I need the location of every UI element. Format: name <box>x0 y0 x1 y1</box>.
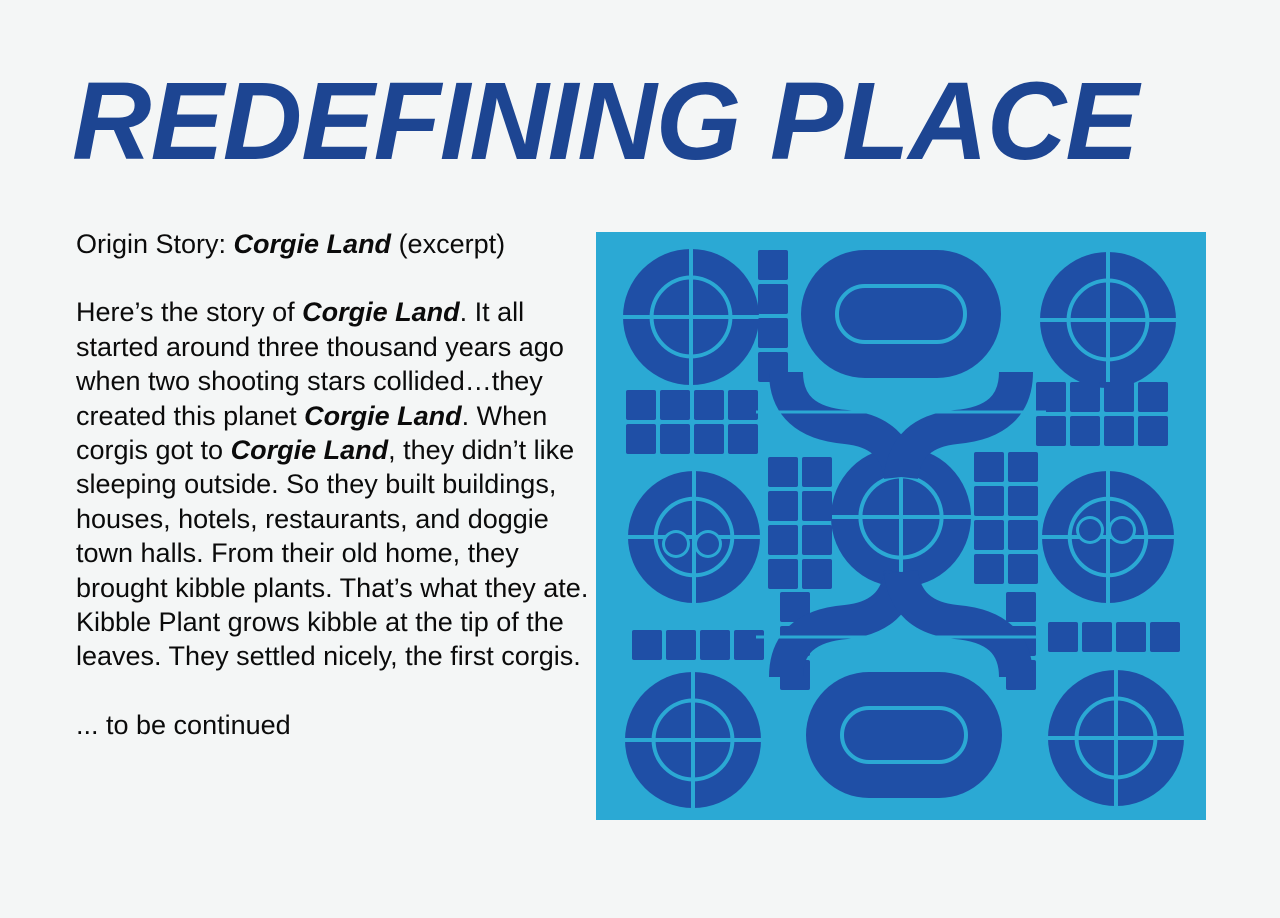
block-print-pattern-image <box>596 232 1206 820</box>
artwork-print <box>596 232 1206 820</box>
subtitle-prefix: Origin Story: <box>76 229 234 259</box>
to-be-continued: ... to be continued <box>76 709 291 740</box>
story-segment: . It all started around three thousand years ago when two shooting stars collided…they created this planet <box>76 297 564 431</box>
text-column <box>76 227 591 742</box>
story-segment-emphasis: Corgie Land <box>230 435 389 466</box>
subtitle-work-title: Corgie Land <box>233 229 392 259</box>
subtitle <box>76 227 591 261</box>
story-segment: . When corgis got to <box>76 400 548 466</box>
story-paragraph <box>76 295 591 673</box>
story-segment: Here’s the story of <box>76 297 303 328</box>
story-segment: , they didn’t like sleeping outside. So they built buildings, houses, hotels, restaurants, and doggie town halls. From their old home, they brought kibble plants. That’s what they ate. Kibble Plant grows kibble at the tip of the leaves. They settled nicely, the first corgis. <box>76 435 589 672</box>
story-segment-emphasis: Corgie Land <box>304 400 462 431</box>
page-title: REDEFINING PLACE <box>72 60 1138 183</box>
subtitle-suffix: (excerpt) <box>391 229 506 259</box>
story-segment-emphasis: Corgie Land <box>302 297 460 328</box>
